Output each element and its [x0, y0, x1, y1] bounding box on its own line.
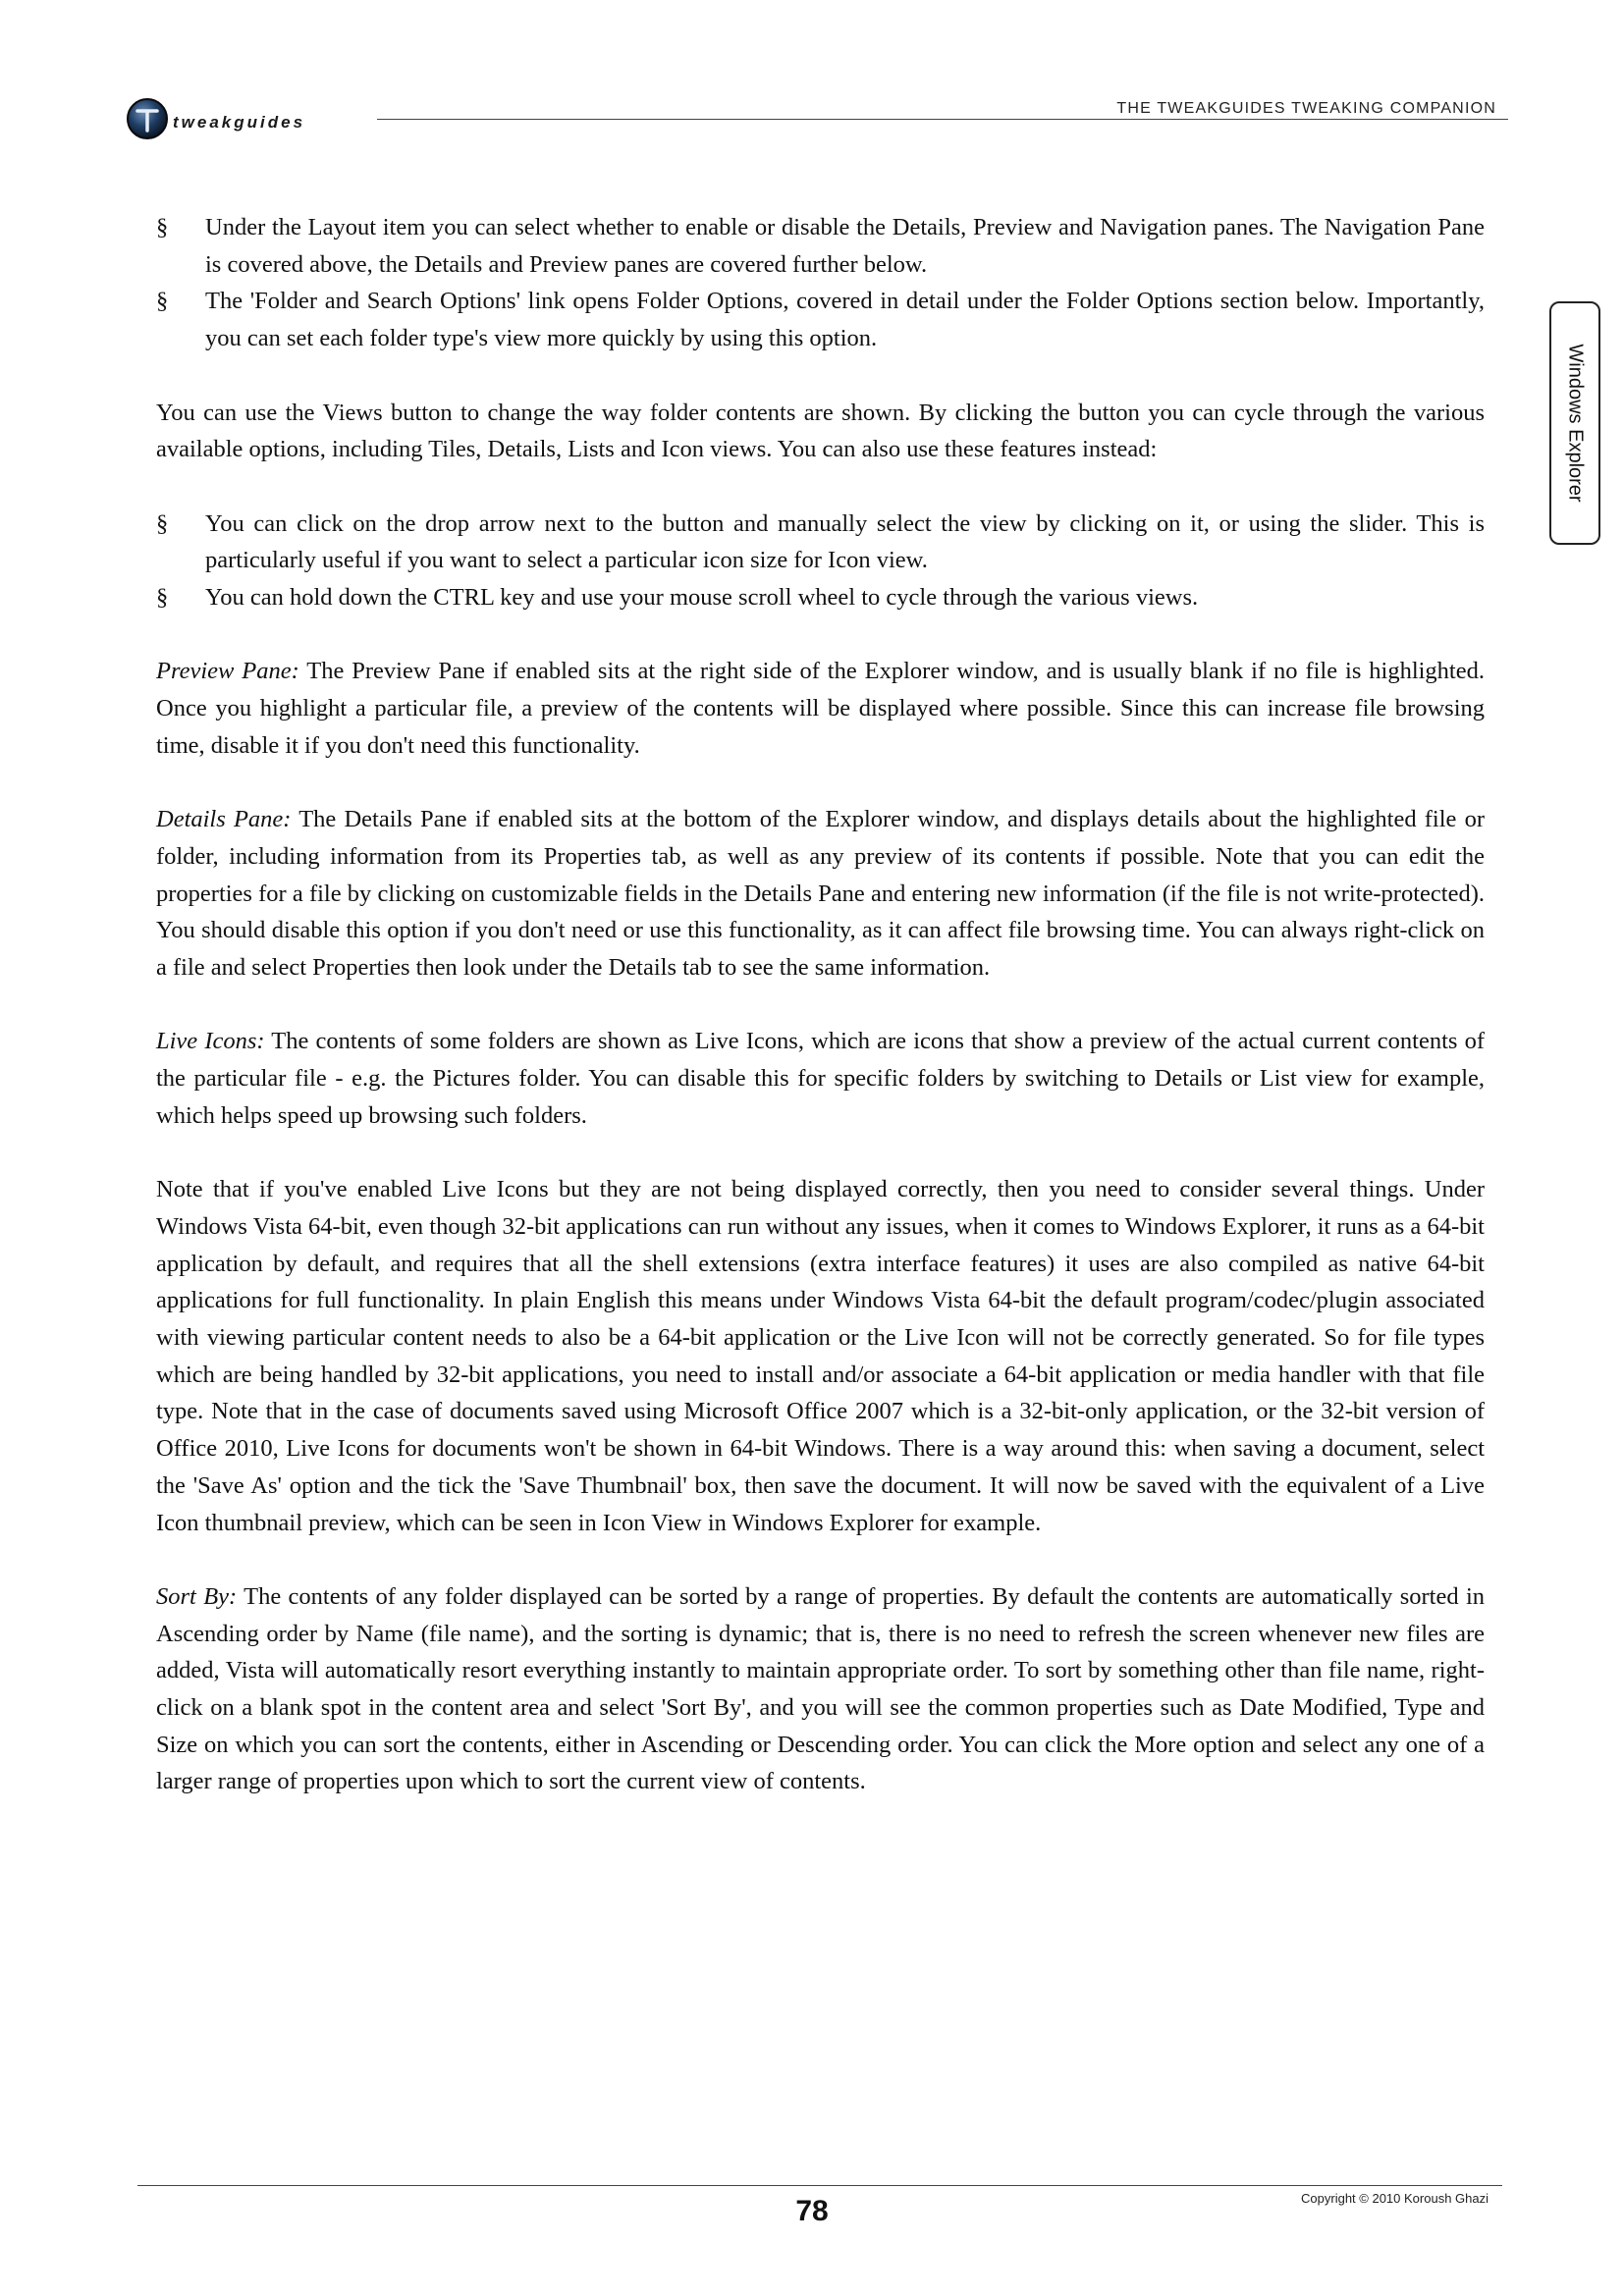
section-sign-bullet: §	[156, 214, 169, 240]
sort-by-term: Sort By:	[156, 1582, 238, 1610]
section-side-tab	[1549, 301, 1600, 545]
list-item	[156, 506, 1485, 579]
section-sign-bullet: §	[156, 509, 169, 537]
views-paragraph: You can use the Views button to change the way folder contents are shown. By clicking the button you can cycle through the various available options, including Tiles, Details, Lists and Icon views. You can also use these features instead:	[156, 399, 1485, 463]
header-title: THE TWEAKGUIDES TWEAKING COMPANION	[1116, 100, 1496, 117]
copyright-notice: Copyright © 2010 Koroush Ghazi	[1301, 2191, 1489, 2206]
section-sign-bullet: §	[156, 584, 169, 611]
list-item	[156, 579, 1485, 616]
list-item	[156, 209, 1485, 283]
logo-wordmark: tweakguides	[173, 113, 306, 132]
side-tab-label: Windows Explorer	[1564, 344, 1587, 503]
details-pane-paragraph	[156, 801, 1485, 987]
list-item-text: Under the Layout item you can select whether to enable or disable the Details, Preview and Navigation panes. The Navigation Pane is covered above, the Details and Preview panes are covered further below.	[205, 214, 1485, 278]
tweakguides-logo	[126, 94, 305, 143]
details-pane-text: The Details Pane if enabled sits at the bottom of the Explorer window, and displays details about the highlighted file or folder, including information from its Properties tab, as well as any preview of its contents if possible. Note that you can edit the properties for a file by clicking on customizable fields in the Details Pane and entering new information (if the file is not write-protected). You should disable this option if you don't need or use this functionality, as it can affect file browsing time. You can always right-click on a file and select Properties then look under the Details tab to see the same information.	[156, 806, 1485, 981]
details-pane-term: Details Pane:	[156, 806, 292, 833]
live-icons-term: Live Icons:	[156, 1028, 265, 1055]
preview-pane-paragraph	[156, 653, 1485, 764]
sort-by-text: The contents of any folder displayed can be sorted by a range of properties. By default the contents are automatically sorted in Ascending order by Name (file name), and the sorting is dynamic; that is, there is no need to refresh the screen whenever new files are added, Vista will automatically resort everything instantly to maintain appropriate order. To sort by something other than file name, right-click on a blank spot in the content area and select 'Sort By', and you will see the common properties such as Date Modified, Type and Size on which you can sort the contents, either in Ascending or Descending order. You can click the More option and select any one of a larger range of properties upon which to sort the current view of contents.	[156, 1582, 1486, 1795]
page-header	[0, 0, 1624, 157]
list-item	[156, 283, 1485, 356]
footer-rule	[137, 2185, 1502, 2186]
live-icons-note-paragraph: Note that if you've enabled Live Icons but they are not being displayed correctly, then you need to consider several things. Under Windows Vista 64-bit, even though 32-bit applications can run without any issues, when it comes to Windows Explorer, it runs as a 64-bit application by default, and requires that all the shell extensions (extra interface features) it uses are also compiled as native 64-bit applications for full functionality. In plain English this means under Windows Vista 64-bit the default program/codec/plugin associated with viewing particular content needs to also be a 64-bit application or the Live Icon will not be correctly generated. So for file types which are being handled by 32-bit applications, you need to install and/or associate a 64-bit application or media handler with that file type. Note that in the case of documents saved using Microsoft Office 2007 which is a 32-bit-only application, or the 32-bit version of Office 2010, Live Icons for documents won't be shown in 64-bit Windows. There is a way around this: when saving a document, select the 'Save As' option and the tick the 'Save Thumbnail' box, then save the document. It will now be saved with the equivalent of a Live Icon thumbnail preview, which can be seen in Icon View in Windows Explorer for example.	[156, 1176, 1485, 1536]
live-icons-text: The contents of some folders are shown as Live Icons, which are icons that show a preview of the actual current contents of the particular file - e.g. the Pictures folder. You can disable this for specific folders by switching to Details or List view for example, which helps speed up browsing such folders.	[156, 1028, 1485, 1129]
header-rule	[377, 119, 1508, 120]
list-item-text: The 'Folder and Search Options' link opens Folder Options, covered in detail under the Folder Options section below. Importantly, you can set each folder type's view more quickly by using this option.	[205, 288, 1485, 352]
preview-pane-text: The Preview Pane if enabled sits at the right side of the Explorer window, and is usually blank if no file is highlighted. Once you highlight a particular file, a preview of the contents will be displayed where possible. Since this can increase file browsing time, disable it if you don't need this functionality.	[156, 658, 1485, 759]
globe-logo-icon	[126, 97, 169, 140]
list-item-text: You can hold down the CTRL key and use your mouse scroll wheel to cycle through the various views.	[205, 584, 1199, 611]
sort-by-paragraph	[156, 1578, 1485, 1800]
list-item-text: You can click on the drop arrow next to the button and manually select the view by clicking on it, or using the slider. This is particularly useful if you want to select a particular icon size for Icon view.	[205, 509, 1485, 574]
section-sign-bullet: §	[156, 288, 169, 315]
page-number: 78	[795, 2195, 829, 2227]
preview-pane-term: Preview Pane:	[156, 658, 299, 685]
live-icons-paragraph	[156, 1023, 1485, 1134]
page-body	[156, 209, 1485, 1800]
